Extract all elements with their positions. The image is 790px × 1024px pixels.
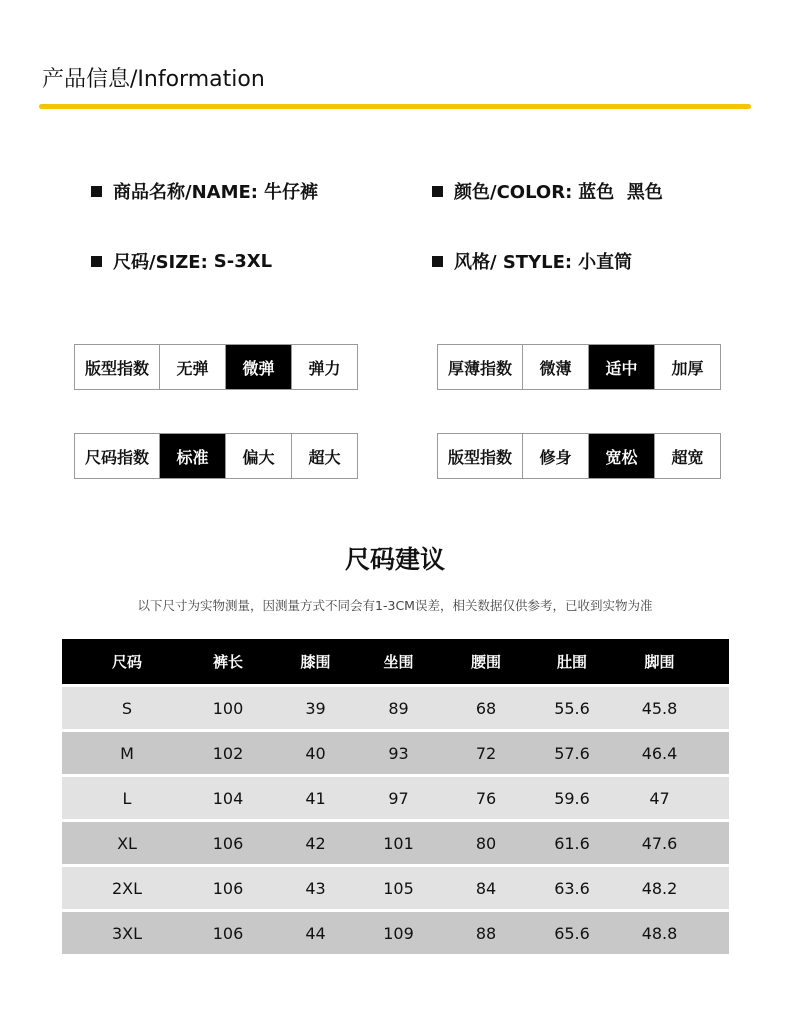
table-cell: 39 [305,698,326,718]
index-option: 加厚 [654,345,720,389]
table-cell: 47.6 [641,833,678,853]
index-option: 偏大 [225,434,291,478]
size-chart-title: 尺码建议 [344,545,445,574]
table-cell: 68 [475,698,497,718]
index-option-selected: 宽松 [588,434,654,478]
table-cell: 105 [383,878,414,898]
bullet-square-icon [432,186,443,197]
table-cell: 41 [305,788,326,808]
table-cell: 46.4 [641,743,678,763]
table-cell: 45.8 [641,698,678,718]
bullet-square-icon [91,186,102,197]
size-chart-note: 以下尺寸为实物测量，因测量方式不同会有1-3CM误差，相关数据仅供参考，已收到实物为准 [137,598,653,613]
info-size-label: 尺码/SIZE: [113,252,208,273]
table-cell: 48.2 [641,878,678,898]
table-cell: 59.6 [554,788,590,808]
index-box-thickness [437,344,721,390]
table-cell: 104 [212,788,244,808]
table-cell: 100 [212,698,244,718]
table-cell: 106 [212,878,244,898]
index-option-selected: 适中 [588,345,654,389]
table-cell: 106 [212,923,244,943]
table-cell: 57.6 [554,743,590,763]
index-option: 弹力 [291,345,357,389]
table-cell: 40 [305,743,326,763]
table-cell: 3XL [111,923,143,943]
table-header-cell: 尺码 [111,653,142,671]
info-name [91,178,318,204]
table-cell: 43 [305,878,326,898]
table-header-cell: 坐围 [383,653,414,671]
table-cell: 97 [388,788,409,808]
table-cell: 63.6 [554,878,590,898]
index-option: 超大 [291,434,357,478]
info-color-value: 蓝色 黑色 [578,182,663,203]
table-cell: 44 [305,923,326,943]
info-name-label: 商品名称/NAME: [113,182,258,203]
table-cell: 102 [212,743,244,763]
index-option: 无弹 [159,345,225,389]
table-cell: 109 [383,923,414,943]
table-cell: 101 [383,833,414,853]
index-option-selected: 标准 [159,434,225,478]
index-box-cut [437,433,721,479]
table-cell: XL [117,833,137,853]
table-header-cell: 膝围 [300,653,331,671]
table-cell: 80 [475,833,497,853]
table-row [62,777,729,819]
info-style [432,248,632,274]
info-name-value: 牛仔裤 [263,182,318,203]
table-header-row [62,639,729,684]
table-cell: 76 [475,788,497,808]
table-cell: 61.6 [554,833,590,853]
table-body [62,687,729,954]
index-box-sizing [74,433,358,479]
table-header-cell: 裤长 [212,653,243,671]
index-option: 微薄 [522,345,588,389]
table-row [62,867,729,909]
bullet-square-icon [432,256,443,267]
table-cell: 72 [475,743,497,763]
index-option: 修身 [522,434,588,478]
table-cell: M [120,743,134,763]
table-cell: 47 [649,788,670,808]
table-cell: 106 [212,833,244,853]
bullet-square-icon [91,256,102,267]
index-label: 厚薄指数 [438,345,522,389]
table-cell: 84 [475,878,497,898]
index-box-fit [74,344,358,390]
table-cell: 65.6 [554,923,590,943]
table-cell: 48.8 [641,923,678,943]
table-cell: 88 [475,923,497,943]
table-row [62,822,729,864]
info-color [432,178,663,204]
table-header-cell: 腰围 [470,653,501,671]
table-row [62,732,729,774]
index-option-selected: 微弹 [225,345,291,389]
table-cell: 42 [305,833,326,853]
table-row [62,687,729,729]
table-cell: L [122,788,132,808]
size-table [62,639,729,954]
table-cell: 89 [388,698,409,718]
info-size [91,248,272,274]
info-style-value: 小直筒 [578,252,633,273]
index-label: 尺码指数 [75,434,159,478]
table-cell: 55.6 [554,698,590,718]
info-color-label: 颜色/COLOR: [454,182,573,203]
index-option: 超宽 [654,434,720,478]
index-label: 版型指数 [75,345,159,389]
accent-divider [39,104,751,109]
table-header-cell: 肚围 [556,653,587,671]
table-header-cell: 脚围 [644,653,675,671]
info-size-value: S-3XL [213,250,273,272]
table-cell: 93 [388,743,409,763]
table-row [62,912,729,954]
info-style-label: 风格/ STYLE: [454,252,573,273]
table-cell: S [121,698,133,718]
index-label: 版型指数 [438,434,522,478]
table-cell: 2XL [111,878,143,898]
section-title: 产品信息/Information [42,67,265,92]
